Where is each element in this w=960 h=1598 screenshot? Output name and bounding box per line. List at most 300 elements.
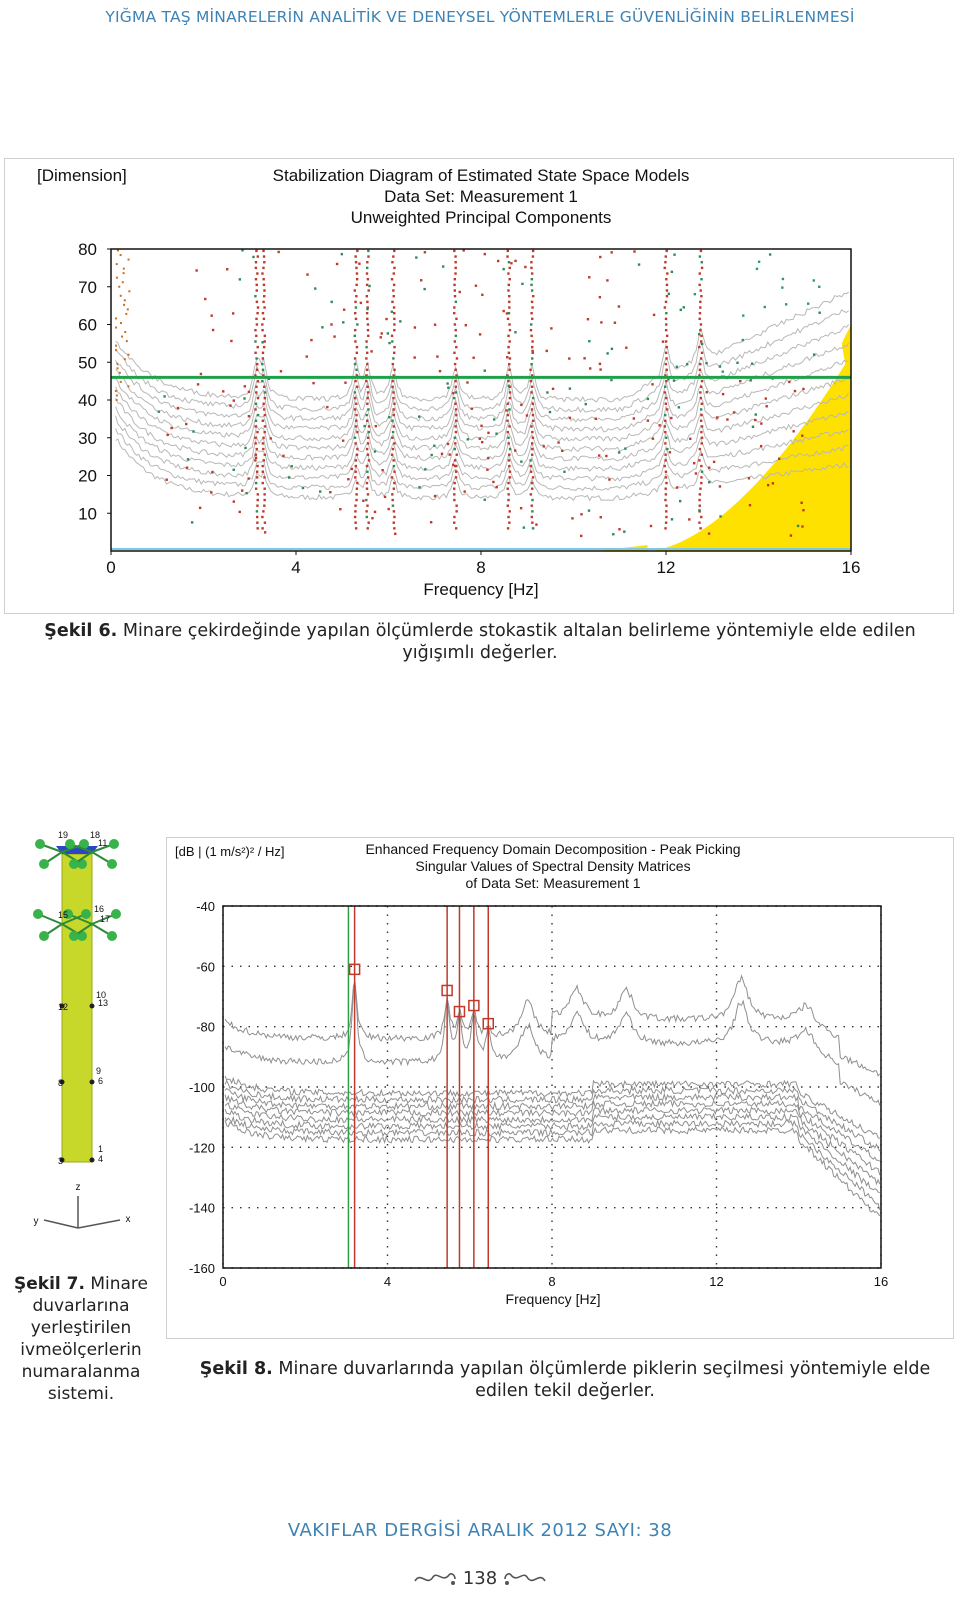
sensor-node [35, 839, 45, 849]
pole-marker [455, 476, 457, 478]
right-ornament-icon [503, 1569, 547, 1589]
pole-marker [665, 323, 667, 325]
pole-marker [366, 516, 368, 518]
pole-marker [367, 527, 369, 529]
pole-marker [314, 287, 316, 289]
pole-marker [529, 459, 531, 461]
pole-marker [788, 381, 790, 383]
pole-marker [531, 346, 533, 348]
pole-marker [347, 478, 349, 480]
pole-marker [282, 455, 284, 457]
pole-marker [507, 272, 509, 274]
pole-marker [116, 277, 118, 279]
pole-marker [666, 295, 668, 297]
pole-marker [532, 476, 534, 478]
pole-marker [700, 335, 702, 337]
pole-marker [699, 301, 701, 303]
pole-marker [302, 487, 304, 489]
pole-marker [391, 301, 393, 303]
pole-marker [254, 408, 256, 410]
pole-marker [341, 253, 343, 255]
z-axis-label: z [75, 1182, 81, 1193]
pole-marker [705, 362, 707, 364]
pole-marker [487, 457, 489, 459]
pole-marker [418, 486, 420, 488]
pole-marker [484, 370, 486, 372]
pole-marker [367, 454, 369, 456]
pole-marker [700, 357, 702, 359]
pole-marker [355, 306, 357, 308]
pole-marker [647, 398, 649, 400]
pole-marker [354, 521, 356, 523]
y-tick-label: -80 [196, 1019, 215, 1035]
pole-marker [665, 482, 667, 484]
pole-marker [666, 272, 668, 274]
pole-marker [310, 339, 312, 341]
pole-marker [264, 431, 266, 433]
pole-marker [521, 283, 523, 285]
pole-marker [117, 367, 119, 369]
pole-marker [270, 437, 272, 439]
pole-marker [797, 525, 799, 527]
pole-marker [699, 391, 701, 393]
pole-marker [366, 448, 368, 450]
pole-marker [354, 516, 356, 518]
pole-marker [393, 329, 395, 331]
pole-marker [507, 318, 509, 320]
pole-marker [700, 386, 702, 388]
pole-marker [455, 505, 457, 507]
pole-marker [366, 267, 368, 269]
pole-marker [120, 254, 122, 256]
pole-marker [563, 471, 565, 473]
pole-marker [394, 533, 396, 535]
pole-marker [241, 489, 243, 491]
pole-marker [618, 451, 620, 453]
pole-marker [356, 323, 358, 325]
pole-marker [256, 301, 258, 303]
pole-marker [255, 420, 257, 422]
pole-marker [736, 362, 738, 364]
x-tick-label: 12 [709, 1274, 724, 1289]
pole-marker [514, 331, 516, 333]
pole-marker [658, 424, 660, 426]
pole-marker [456, 454, 458, 456]
pole-marker [531, 272, 533, 274]
pole-marker [700, 431, 702, 433]
pole-marker [772, 482, 774, 484]
pole-marker [367, 521, 369, 523]
pole-marker [166, 479, 168, 481]
pole-marker [782, 278, 784, 280]
pole-marker [708, 467, 710, 469]
y-tick-label: -140 [188, 1200, 215, 1216]
pole-marker [367, 437, 369, 439]
pole-marker [713, 461, 715, 463]
pole-marker [733, 411, 735, 413]
pole-marker [689, 438, 691, 440]
pole-marker [204, 298, 206, 300]
pole-marker [365, 510, 367, 512]
pole-marker [530, 323, 532, 325]
pole-marker [262, 250, 264, 252]
pole-marker [123, 272, 125, 274]
pole-marker [120, 295, 122, 297]
pole-marker [393, 488, 395, 490]
pole-marker [665, 505, 667, 507]
pole-marker [767, 484, 769, 486]
pole-marker [355, 369, 357, 371]
pole-marker [454, 380, 456, 382]
pole-marker [466, 381, 468, 383]
pole-marker [790, 534, 792, 536]
sensor-number-label: 13 [98, 998, 109, 1008]
pole-marker [254, 437, 256, 439]
pole-marker [391, 499, 393, 501]
pole-marker [633, 417, 635, 419]
y-tick-label: -100 [188, 1080, 215, 1095]
pole-marker [355, 493, 357, 495]
chart-title-line: Enhanced Frequency Domain Decomposition - Peak Picking [365, 841, 741, 857]
pole-marker [507, 289, 509, 291]
pole-marker [262, 267, 264, 269]
pole-marker [384, 496, 386, 498]
pole-marker [434, 324, 436, 326]
pole-marker [367, 255, 369, 257]
pole-marker [531, 516, 533, 518]
pole-marker [262, 278, 264, 280]
pole-marker [530, 493, 532, 495]
pole-marker [818, 312, 820, 314]
pole-marker [666, 346, 668, 348]
pole-marker [264, 340, 266, 342]
pole-marker [524, 266, 526, 268]
pole-marker [700, 516, 702, 518]
pole-marker [508, 408, 510, 410]
pole-marker [665, 437, 667, 439]
pole-marker [475, 285, 477, 287]
pole-marker [455, 414, 457, 416]
pole-marker [367, 250, 369, 252]
pole-marker [166, 434, 168, 436]
pole-marker [391, 335, 393, 337]
pole-marker [355, 403, 357, 405]
pole-marker [699, 312, 701, 314]
pole-marker [455, 471, 457, 473]
pole-marker [392, 505, 394, 507]
chart-title-line: Unweighted Principal Components [350, 208, 612, 227]
pole-marker [391, 311, 393, 313]
pole-marker [420, 279, 422, 281]
pole-marker [530, 261, 532, 263]
pole-marker [442, 265, 444, 267]
pole-marker [453, 493, 455, 495]
figure-7-sensor-layout [16, 830, 140, 1258]
pole-marker [233, 399, 235, 401]
figure-6-caption [40, 620, 920, 664]
pole-marker [599, 363, 601, 365]
pole-marker [508, 363, 510, 365]
pole-marker [531, 318, 533, 320]
pole-marker [508, 425, 510, 427]
pole-marker [698, 499, 700, 501]
x-tick-label: 4 [383, 1274, 392, 1289]
pole-marker [666, 250, 668, 252]
plot-frame [223, 906, 881, 1268]
pole-marker [257, 499, 259, 501]
pole-marker [366, 295, 368, 297]
pole-marker [336, 263, 338, 265]
pole-marker [531, 278, 533, 280]
pole-marker [600, 321, 602, 323]
pole-marker [342, 321, 344, 323]
pole-marker [507, 527, 509, 529]
pole-marker [454, 363, 456, 365]
pole-marker [452, 464, 454, 466]
pole-marker [256, 510, 258, 512]
pole-marker [170, 427, 172, 429]
pole-marker [211, 314, 213, 316]
pole-marker [638, 263, 640, 265]
pole-marker [128, 290, 130, 292]
pole-marker [262, 312, 264, 314]
pole-marker [391, 454, 393, 456]
pole-marker [393, 521, 395, 523]
pole-marker [698, 318, 700, 320]
pole-marker [454, 425, 456, 427]
pole-marker [569, 417, 571, 419]
pole-marker [531, 289, 533, 291]
pole-marker [243, 397, 245, 399]
pole-marker [367, 493, 369, 495]
spectral-curve [116, 439, 849, 500]
sensor-number-label: 9 [96, 1066, 102, 1076]
pole-marker [354, 289, 356, 291]
pole-marker [453, 488, 455, 490]
pole-marker [277, 251, 279, 253]
figure-7-caption [6, 1273, 156, 1405]
pole-marker [531, 301, 533, 303]
pole-marker [453, 397, 455, 399]
pole-marker [492, 481, 494, 483]
pole-marker [669, 451, 671, 453]
sensor-number-label: 10 [96, 990, 107, 1000]
pole-marker [664, 391, 666, 393]
pole-marker [365, 340, 367, 342]
pole-marker [481, 441, 483, 443]
pole-marker [535, 523, 537, 525]
pole-marker [526, 414, 528, 416]
pole-marker [454, 323, 456, 325]
pole-marker [611, 348, 613, 350]
pole-marker [255, 261, 257, 263]
pole-marker [263, 459, 265, 461]
pole-marker [701, 454, 703, 456]
pole-marker [571, 517, 573, 519]
pole-marker [447, 443, 449, 445]
pole-marker [392, 408, 394, 410]
pole-marker [391, 437, 393, 439]
pole-marker [484, 499, 486, 501]
pole-marker [665, 278, 667, 280]
x-tick-label: 8 [548, 1274, 556, 1289]
pole-marker [366, 386, 368, 388]
pole-marker [514, 260, 516, 262]
pole-marker [263, 289, 265, 291]
pole-marker [680, 309, 682, 311]
y-tick-label: -160 [188, 1261, 215, 1276]
pole-marker [264, 531, 266, 533]
pole-marker [454, 255, 456, 257]
pole-marker [354, 255, 356, 257]
pole-marker [354, 363, 356, 365]
pole-marker [652, 437, 654, 439]
x-tick-label: 0 [219, 1274, 227, 1289]
y-tick-label: 20 [78, 466, 97, 486]
pole-marker [366, 312, 368, 314]
pole-marker [264, 391, 266, 393]
pole-marker [393, 323, 395, 325]
pole-marker [455, 510, 457, 512]
pole-marker [454, 437, 456, 439]
pole-marker [497, 260, 499, 262]
pole-marker [363, 425, 365, 427]
pole-marker [319, 490, 321, 492]
sensor-number-label: 16 [94, 904, 105, 914]
pole-marker [701, 343, 703, 345]
pole-marker [366, 482, 368, 484]
pole-marker [633, 250, 635, 252]
pole-marker [455, 420, 457, 422]
pole-marker [261, 363, 263, 365]
pole-marker [222, 390, 224, 392]
pole-marker [388, 508, 390, 510]
pole-marker [722, 370, 724, 372]
pole-marker [199, 507, 201, 509]
pole-marker [197, 383, 199, 385]
pole-marker [257, 414, 259, 416]
pole-marker [385, 318, 387, 320]
pole-marker [600, 516, 602, 518]
pole-marker [818, 286, 820, 288]
pole-marker [453, 516, 455, 518]
pole-marker [454, 289, 456, 291]
pole-marker [368, 425, 370, 427]
pole-marker [366, 403, 368, 405]
pole-marker [507, 437, 509, 439]
pole-marker [699, 363, 701, 365]
pole-marker [355, 499, 357, 501]
pole-marker [254, 442, 256, 444]
pole-marker [700, 295, 702, 297]
pole-marker [262, 482, 264, 484]
pole-marker [507, 488, 509, 490]
pole-marker [354, 505, 356, 507]
pole-marker [355, 527, 357, 529]
pole-marker [665, 340, 667, 342]
pole-marker [530, 267, 532, 269]
pole-marker [701, 403, 703, 405]
pole-marker [665, 363, 667, 365]
pole-marker [479, 333, 481, 335]
pole-marker [354, 437, 356, 439]
pole-marker [532, 397, 534, 399]
pole-marker [722, 393, 724, 395]
pole-marker [367, 335, 369, 337]
pole-marker [366, 505, 368, 507]
pole-marker [356, 431, 358, 433]
pole-marker [506, 255, 508, 257]
pole-marker [256, 521, 258, 523]
pole-marker [365, 380, 367, 382]
pole-marker [487, 432, 489, 434]
pole-marker [580, 513, 582, 515]
pole-marker [509, 267, 511, 269]
pole-marker [391, 386, 393, 388]
pole-marker [392, 363, 394, 365]
pole-marker [701, 267, 703, 269]
pole-marker [507, 414, 509, 416]
pole-marker [354, 408, 356, 410]
pole-marker [754, 419, 756, 421]
pole-marker [453, 250, 455, 252]
pole-marker [455, 386, 457, 388]
pole-marker [256, 323, 258, 325]
pole-marker [664, 459, 666, 461]
pole-marker [531, 431, 533, 433]
pole-marker [481, 294, 483, 296]
x-tick-label: 0 [106, 558, 116, 577]
pole-marker [255, 403, 257, 405]
pole-marker [414, 326, 416, 328]
pole-marker [256, 272, 258, 274]
pole-marker [255, 454, 257, 456]
pole-marker [393, 312, 395, 314]
pole-marker [698, 459, 700, 461]
pole-marker [374, 511, 376, 513]
pole-marker [530, 391, 532, 393]
pole-marker [664, 431, 666, 433]
sensor-number-label: 19 [58, 830, 69, 840]
pole-marker [393, 272, 395, 274]
pole-marker [195, 269, 197, 271]
pole-marker [530, 363, 532, 365]
pole-marker [493, 418, 495, 420]
pole-marker [700, 414, 702, 416]
pole-marker [262, 465, 264, 467]
pole-marker [495, 433, 497, 435]
pole-marker [329, 491, 331, 493]
pole-marker [392, 391, 394, 393]
pole-marker [454, 340, 456, 342]
pole-marker [127, 308, 129, 310]
pole-marker [664, 454, 666, 456]
pole-marker [699, 505, 701, 507]
pole-marker [665, 312, 667, 314]
pole-marker [262, 357, 264, 359]
pole-marker [255, 335, 257, 337]
pole-marker [447, 387, 449, 389]
pole-marker [666, 284, 668, 286]
pole-marker [354, 380, 356, 382]
pole-marker [263, 476, 265, 478]
pole-marker [508, 465, 510, 467]
pole-marker [117, 250, 119, 252]
pole-marker [785, 303, 787, 305]
pole-marker [366, 352, 368, 354]
pole-marker [665, 329, 667, 331]
pole-marker [355, 295, 357, 297]
